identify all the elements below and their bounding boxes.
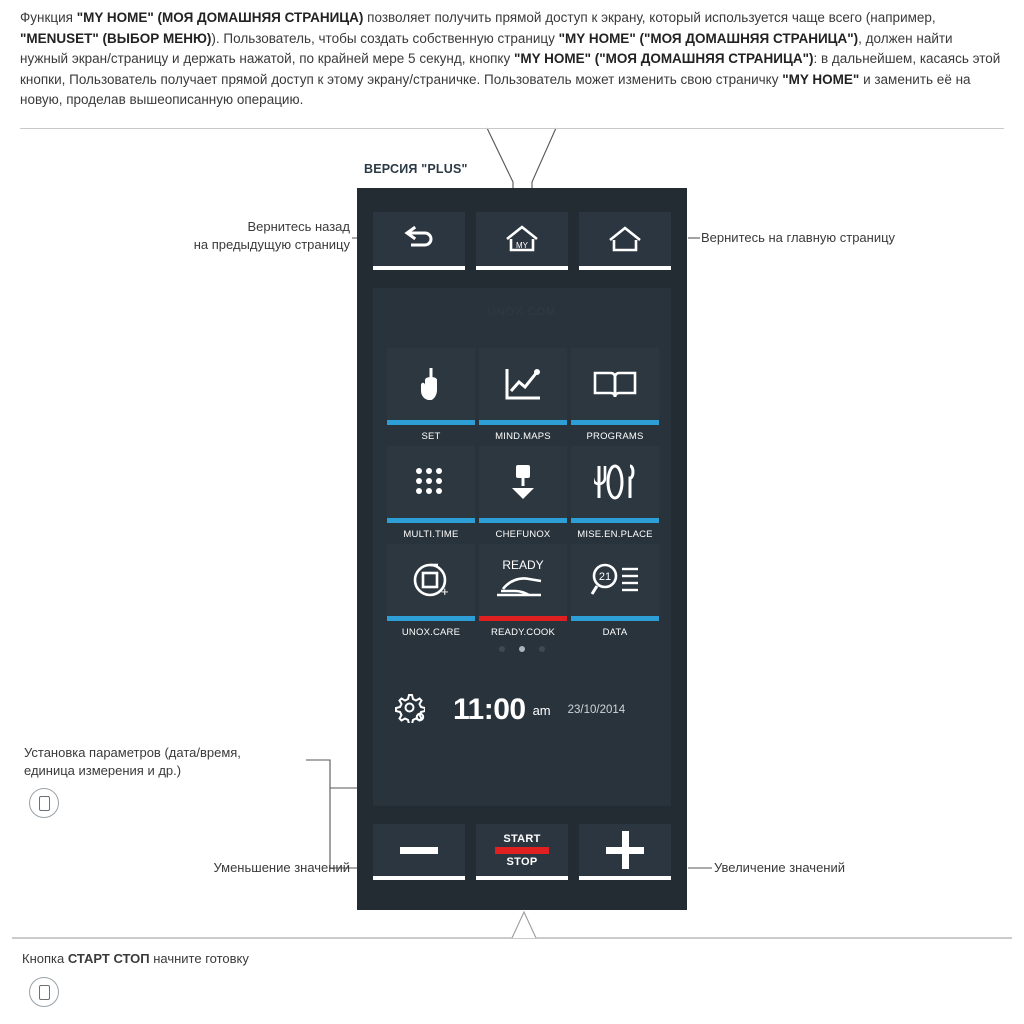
data-search-icon — [590, 561, 640, 599]
back-button[interactable] — [373, 212, 465, 270]
decrease-button[interactable] — [373, 824, 465, 880]
tile-icon-wrap — [479, 544, 567, 616]
start-stop-indicator — [495, 847, 549, 854]
multi-dots-icon — [410, 465, 452, 499]
tile-label: UNOX.CARE — [401, 627, 461, 638]
my-home-button[interactable] — [476, 212, 568, 270]
svg-text:+: + — [441, 584, 449, 599]
settings-button[interactable] — [395, 693, 425, 728]
tile-icon-wrap — [387, 348, 475, 420]
control-panel — [357, 188, 687, 910]
app-grid — [387, 348, 657, 638]
home-button[interactable] — [579, 212, 671, 270]
tile-label: SET — [421, 431, 441, 442]
bottom-row — [373, 824, 671, 884]
tile-ready-cook[interactable] — [479, 544, 567, 638]
callout-settings-line1: Установка параметров (дата/время, — [24, 745, 241, 760]
nav-row — [373, 212, 671, 274]
svg-text:21: 21 — [598, 571, 612, 583]
version-label: ВЕРСИЯ "PLUS" — [364, 162, 468, 176]
callout-back-line2: на предыдущую страницу — [193, 237, 350, 252]
clock-ampm: am — [532, 702, 551, 718]
clock-time: 11:00 — [453, 693, 526, 726]
tile-icon-wrap — [387, 446, 475, 518]
gear-icon — [395, 693, 425, 723]
hand-touch-icon — [413, 364, 449, 404]
tile-programs[interactable] — [571, 348, 659, 442]
tile-icon-wrap — [571, 348, 659, 420]
tile-multi-time[interactable] — [387, 446, 475, 540]
manual-icon-inner — [39, 985, 50, 1000]
intro-paragraph: Функция "MY HOME" (МОЯ ДОМАШНЯЯ СТРАНИЦА) позволяет получить прямой доступ к экрану, который используется чаще всего (например, "MENUSET" (ВЫБОР МЕНЮ)). Пользователь, чтобы создать собственную страницу "MY HOME" ("МОЯ ДОМАШНЯЯ СТРАНИЦА"), должен найти нужный экран/страницу и держать нажатой, по крайней мере 5 секунд, кнопку "MY HOME" ("МОЯ ДОМАШНЯЯ СТРАНИЦА"): в дальнейшем, касаясь этой кнопки, Пользователь получает прямой доступ к этому экрану/страничке. Пользователь может изменить свою страничку "MY HOME" и заменить её на новую, проделав вышеописанную операцию. — [20, 10, 1001, 107]
divider-top — [20, 128, 1004, 129]
callout-back-line1: Вернитесь назад — [247, 219, 350, 234]
divider-bottom — [12, 938, 1012, 939]
tile-icon-wrap — [571, 446, 659, 518]
tile-unox-care[interactable] — [387, 544, 475, 638]
plus-icon-horizontal — [606, 847, 644, 854]
callout-settings — [24, 744, 306, 780]
callout-home: Вернитесь на главную страницу — [701, 230, 896, 245]
tile-set[interactable] — [387, 348, 475, 442]
callout-increase: Увеличение значений — [714, 860, 846, 875]
tile-icon-wrap — [479, 446, 567, 518]
tile-data[interactable] — [571, 544, 659, 638]
tile-bar — [479, 518, 567, 523]
tile-icon-wrap — [479, 348, 567, 420]
my-home-icon — [503, 224, 541, 254]
cutlery-plate-icon — [594, 463, 636, 501]
tile-label: MIND.MAPS — [495, 431, 551, 442]
chef-probe-icon — [506, 462, 540, 502]
manual-icon-inner — [39, 796, 50, 811]
page-indicator[interactable] — [373, 646, 671, 652]
manual-reference-icon-settings — [29, 788, 59, 818]
tile-bar — [479, 420, 567, 425]
status-bar — [373, 680, 671, 740]
back-arrow-icon — [402, 225, 436, 253]
tile-label: MISE.EN.PLACE — [577, 529, 653, 540]
tile-mise-en-place[interactable] — [571, 446, 659, 540]
care-rotate-icon — [410, 560, 452, 600]
touch-screen[interactable] — [373, 288, 671, 806]
callout-decrease: Уменьшение значений — [213, 860, 350, 875]
ready-hand-icon — [491, 555, 555, 605]
tile-bar — [387, 518, 475, 523]
tile-icon-wrap — [571, 544, 659, 616]
stop-label: STOP — [506, 855, 538, 868]
manual-reference-icon-startstop — [29, 977, 59, 1007]
tile-chefunox[interactable] — [479, 446, 567, 540]
tile-bar — [479, 616, 567, 621]
callout-start-stop: Кнопка СТАРТ СТОП начните готовку — [22, 951, 249, 966]
chart-line-icon — [502, 365, 544, 403]
tile-label: PROGRAMS — [586, 431, 644, 442]
svg-text:MY: MY — [516, 241, 528, 250]
start-stop-button[interactable] — [476, 824, 568, 880]
tile-label: DATA — [602, 627, 628, 638]
callout-back — [128, 218, 350, 254]
minus-icon — [400, 847, 438, 854]
tile-label: MULTI.TIME — [403, 529, 459, 540]
clock-date: 23/10/2014 — [567, 704, 626, 716]
tile-bar — [571, 420, 659, 425]
tile-mind-maps[interactable] — [479, 348, 567, 442]
start-label: START — [503, 832, 541, 845]
svg-text:READY: READY — [502, 558, 544, 572]
page-dot-active[interactable] — [519, 646, 525, 652]
page-dot[interactable] — [539, 646, 545, 652]
increase-button[interactable] — [579, 824, 671, 880]
book-icon — [592, 367, 638, 401]
callout-settings-line2: единица измерения и др.) — [24, 763, 182, 778]
tile-bar — [387, 616, 475, 621]
tile-label: CHEFUNOX — [495, 529, 551, 540]
tile-icon-wrap — [387, 544, 475, 616]
tile-bar — [571, 616, 659, 621]
screen-watermark: UNOX.COM — [487, 306, 557, 318]
tile-bar — [387, 420, 475, 425]
page-dot[interactable] — [499, 646, 505, 652]
tile-label: READY.COOK — [490, 627, 556, 638]
tile-bar — [571, 518, 659, 523]
home-icon — [606, 224, 644, 254]
